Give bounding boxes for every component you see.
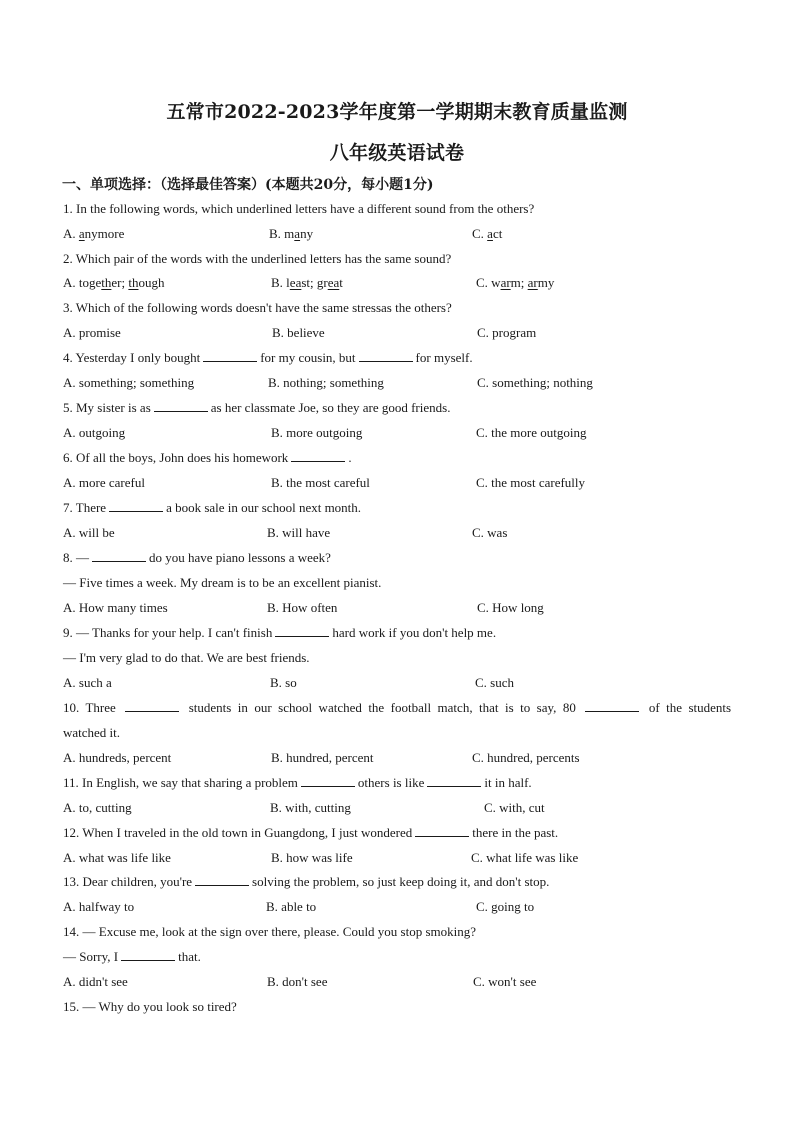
question-1-option-b <box>269 226 313 242</box>
question-5-stem <box>63 400 450 416</box>
question-7-option-b: B. will have <box>267 525 331 540</box>
option-text: ny <box>300 226 314 241</box>
question-14-reply <box>63 949 201 965</box>
stem-text: as her classmate Joe, so they are good friends. <box>210 400 451 415</box>
option-text: m; <box>510 275 528 290</box>
stem-text: that. <box>178 949 201 964</box>
stem-text: 8. — <box>63 550 89 565</box>
question-3-option-c: C. program <box>477 325 537 340</box>
option-text: B. m <box>269 226 295 241</box>
question-1-option-a <box>63 226 124 242</box>
answer-blank <box>415 825 469 837</box>
question-4-stem <box>63 350 473 366</box>
question-13-stem <box>63 874 549 890</box>
underlined-letters: a <box>78 226 85 241</box>
question-13-option-b: B. able to <box>266 899 317 914</box>
answer-blank <box>359 350 413 362</box>
question-4-option-b: B. nothing; something <box>268 375 384 390</box>
question-10-option-b: B. hundred, percent <box>271 750 374 765</box>
question-7-stem <box>63 500 361 516</box>
stem-text: 6. Of all the boys, John does his homework <box>63 450 289 465</box>
answer-blank <box>125 700 179 712</box>
question-9-stem <box>63 625 496 641</box>
question-2-option-c <box>476 275 554 291</box>
underlined-letters: th <box>101 275 112 290</box>
stem-text: 9. — Thanks for your help. I can't finish <box>63 625 273 640</box>
stem-text: 4. Yesterday I only bought <box>63 350 201 365</box>
question-1-stem: 1. In the following words, which underlined letters have a different sound from the others? <box>63 201 535 216</box>
answer-blank <box>203 350 257 362</box>
answer-blank <box>92 550 146 562</box>
stem-text: do you have piano lessons a week? <box>149 550 331 565</box>
question-2-stem: 2. Which pair of the words with the underlined letters has the same sound? <box>63 251 452 266</box>
stem-text: 12. When I traveled in the old town in Guangdong, I just wondered <box>63 825 413 840</box>
option-text: ct <box>492 226 503 241</box>
section-heading: 一、单项选择：（选择最佳答案）(本题共20分，每小题1分) <box>62 177 434 193</box>
answer-blank <box>121 949 175 961</box>
question-6-option-a: A. more careful <box>63 475 145 490</box>
answer-blank <box>585 700 639 712</box>
question-10-stem <box>63 700 731 716</box>
option-text: A. <box>63 226 79 241</box>
question-11-stem <box>63 775 532 791</box>
question-7-option-a: A. will be <box>63 525 115 540</box>
question-7-option-c: C. was <box>472 525 508 540</box>
underlined-letters: ar <box>500 275 511 290</box>
stem-text: a book sale in our school next month. <box>166 500 362 515</box>
question-12-stem <box>63 825 558 841</box>
option-text: C. w <box>476 275 501 290</box>
stem-text: — Sorry, I <box>63 949 119 964</box>
question-1-option-c <box>472 226 502 242</box>
underlined-letters: ea <box>289 275 302 290</box>
question-8-option-a: A. How many times <box>63 600 168 615</box>
stem-text: 10. Three <box>63 700 116 715</box>
answer-blank <box>195 874 249 886</box>
option-text: st; gr <box>301 275 328 290</box>
stem-text: others is like <box>357 775 425 790</box>
question-6-option-b: B. the most careful <box>271 475 370 490</box>
question-14-stem: 14. — Excuse me, look at the sign over there, please. Could you stop smoking? <box>63 924 477 939</box>
option-text: ough <box>138 275 165 290</box>
option-text: nymore <box>84 226 125 241</box>
question-2-option-a <box>63 275 165 291</box>
question-12-option-c: C. what life was like <box>471 850 579 865</box>
answer-blank <box>291 450 345 462</box>
question-10-stem-continued: watched it. <box>63 725 121 740</box>
answer-blank <box>427 775 481 787</box>
stem-text: for my cousin, but <box>260 350 356 365</box>
option-text: B. l <box>271 275 290 290</box>
question-3-option-b: B. believe <box>272 325 325 340</box>
question-13-option-c: C. going to <box>476 899 535 914</box>
question-9-option-c: C. such <box>475 675 514 690</box>
answer-blank <box>154 400 208 412</box>
question-11-option-c: C. with, cut <box>484 800 545 815</box>
question-5-option-c: C. the more outgoing <box>476 425 587 440</box>
option-text: C. <box>472 226 488 241</box>
question-3-stem: 3. Which of the following words doesn't have the same stressas the others? <box>63 300 452 315</box>
option-text: er; <box>111 275 129 290</box>
question-10-option-c: C. hundred, percents <box>472 750 580 765</box>
stem-text: there in the past. <box>472 825 559 840</box>
stem-text: of the students <box>648 700 732 715</box>
question-10-option-a: A. hundreds, percent <box>63 750 172 765</box>
question-8-stem <box>63 550 331 566</box>
question-11-option-a: A. to, cutting <box>63 800 132 815</box>
exam-title: 五常市2022-2023学年度第一学期期末教育质量监测 <box>166 101 628 123</box>
underlined-letters: th <box>128 275 139 290</box>
question-2-option-b <box>271 275 343 291</box>
question-9-reply: — I'm very glad to do that. We are best friends. <box>63 650 310 665</box>
stem-text: for myself. <box>415 350 473 365</box>
option-text: t <box>339 275 343 290</box>
question-6-stem <box>63 450 352 466</box>
stem-text: . <box>348 450 352 465</box>
stem-text: 7. There <box>63 500 107 515</box>
question-6-option-c: C. the most carefully <box>476 475 586 490</box>
question-5-option-b: B. more outgoing <box>271 425 363 440</box>
question-12-option-a: A. what was life like <box>63 850 171 865</box>
stem-text: students in our school watched the football match, that is to say, 80 <box>188 700 576 715</box>
question-9-option-a: A. such a <box>63 675 112 690</box>
question-14-option-a: A. didn't see <box>63 974 128 989</box>
underlined-letters: a <box>294 226 301 241</box>
stem-text: 13. Dear children, you're <box>63 874 193 889</box>
option-text: my <box>537 275 555 290</box>
question-3-option-a: A. promise <box>63 325 121 340</box>
question-8-option-c: C. How long <box>477 600 544 615</box>
question-8-reply: — Five times a week. My dream is to be an excellent pianist. <box>63 575 382 590</box>
question-4-option-c: C. something; nothing <box>477 375 593 390</box>
question-9-option-b: B. so <box>270 675 297 690</box>
answer-blank <box>275 625 329 637</box>
stem-text: hard work if you don't help me. <box>332 625 497 640</box>
question-11-option-b: B. with, cutting <box>270 800 351 815</box>
stem-text: 5. My sister is as <box>63 400 151 415</box>
question-14-option-c: C. won't see <box>473 974 537 989</box>
question-5-option-a: A. outgoing <box>63 425 126 440</box>
answer-blank <box>301 775 355 787</box>
stem-text: solving the problem, so just keep doing it, and don't stop. <box>252 874 550 889</box>
underlined-letters: a <box>487 226 493 241</box>
stem-text: 11. In English, we say that sharing a problem <box>63 775 298 790</box>
stem-text: it in half. <box>484 775 532 790</box>
underlined-letters: ar <box>527 275 538 290</box>
underlined-letters: ea <box>327 275 340 290</box>
question-8-option-b: B. How often <box>267 600 338 615</box>
question-13-option-a: A. halfway to <box>63 899 135 914</box>
answer-blank <box>109 500 163 512</box>
question-15-stem: 15. — Why do you look so tired? <box>63 999 237 1014</box>
question-4-option-a: A. something; something <box>63 375 195 390</box>
option-text: A. toge <box>63 275 102 290</box>
question-12-option-b: B. how was life <box>271 850 353 865</box>
question-14-option-b: B. don't see <box>267 974 328 989</box>
exam-subtitle: 八年级英语试卷 <box>329 142 465 164</box>
